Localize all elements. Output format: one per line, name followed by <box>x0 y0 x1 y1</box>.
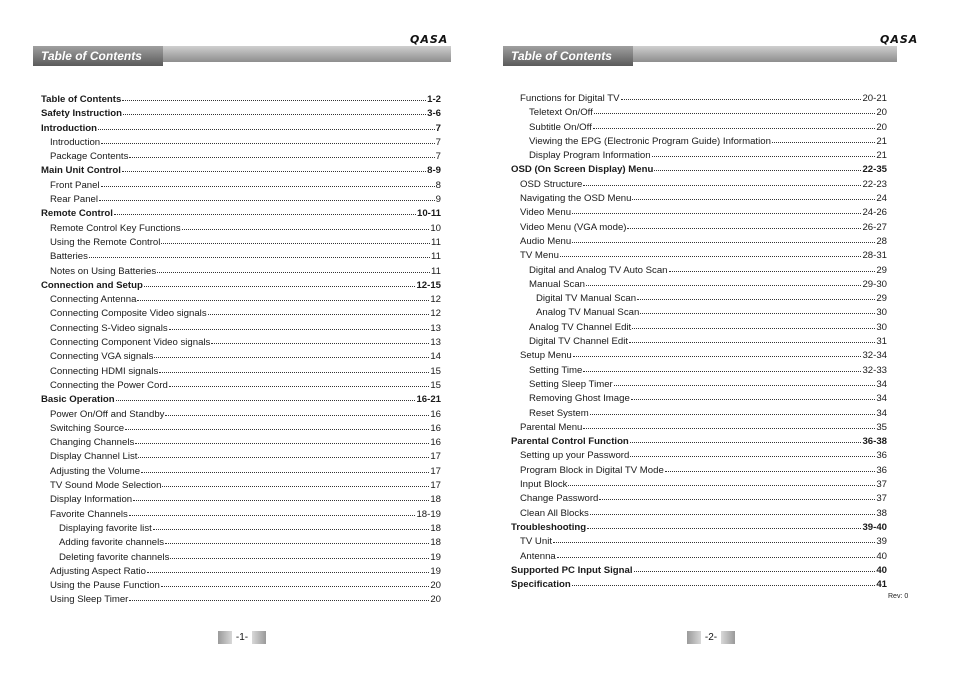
toc-entry <box>41 493 441 507</box>
toc-entry-title: Using Sleep Timer <box>50 594 129 606</box>
dot-leader <box>122 93 426 101</box>
toc-entry <box>511 507 887 521</box>
dot-leader <box>637 292 875 300</box>
toc-entry-title: Batteries <box>50 251 88 263</box>
dot-leader <box>153 522 430 530</box>
dot-leader <box>599 492 875 500</box>
toc-entry-title: Table of Contents <box>41 94 122 105</box>
dot-leader <box>99 193 435 201</box>
toc-entry <box>41 593 441 607</box>
toc-entry-title: Switching Source <box>50 422 125 434</box>
toc-entry <box>511 364 887 378</box>
dot-leader <box>135 436 429 444</box>
toc-entry <box>511 407 887 421</box>
toc-entry-title: Connecting Composite Video signals <box>50 308 207 320</box>
toc-entry <box>511 335 887 349</box>
toc-entry <box>41 465 441 479</box>
toc-entry-title: Setting Sleep Timer <box>529 378 613 390</box>
toc-entry-title: Changing Channels <box>50 437 135 449</box>
toc-entry-page: 12 <box>430 308 441 320</box>
toc-entry <box>511 221 887 235</box>
toc-entry-page: 36 <box>876 464 887 476</box>
toc-entry-page: 20-21 <box>862 93 887 104</box>
toc-entry-title: Setting Time <box>529 364 583 376</box>
toc-entry-page: 1-2 <box>427 94 441 105</box>
dot-leader <box>129 593 429 601</box>
toc-entry-title: Manual Scan <box>529 278 585 290</box>
toc-entry-page: 32-34 <box>862 350 887 362</box>
dot-leader <box>654 163 861 171</box>
dot-leader <box>630 435 862 443</box>
toc-entry-title: Analog TV Manual Scan <box>536 307 640 319</box>
toc-entry <box>41 322 441 336</box>
toc-entry <box>511 106 887 120</box>
dot-leader <box>170 551 429 559</box>
toc-entry-title: TV Unit <box>520 536 552 548</box>
toc-entry-page: 14 <box>430 351 441 363</box>
toc-entry-title: Remote Control Key Functions <box>50 222 181 234</box>
toc-entry <box>41 365 441 379</box>
toc-entry-page: 20 <box>430 580 441 592</box>
toc-entry-page: 37 <box>876 479 887 491</box>
toc-entry-title: TV Sound Mode Selection <box>50 480 162 492</box>
toc-entry-title: Clean All Blocks <box>520 507 589 519</box>
toc-entry-page: 16 <box>430 422 441 434</box>
toc-entry-page: 13 <box>430 322 441 334</box>
toc-entry-page: 10-11 <box>416 208 441 220</box>
toc-entry <box>41 436 441 450</box>
toc-entry-page: 10 <box>430 222 441 234</box>
toc-entry <box>41 250 441 264</box>
toc-entry <box>41 422 441 436</box>
dot-leader <box>162 479 429 487</box>
dot-leader <box>144 279 416 287</box>
toc-entry-page: 29 <box>876 264 887 276</box>
toc-entry-page: 30 <box>876 307 887 319</box>
toc-entry-page: 34 <box>876 407 887 419</box>
toc-entry-title: Using the Pause Function <box>50 580 160 592</box>
toc-entry <box>41 522 441 536</box>
dot-leader <box>125 422 429 430</box>
toc-entry-page: 36-38 <box>862 436 887 448</box>
brand-logo: QASA <box>880 33 919 46</box>
toc-entry-title: Analog TV Channel Edit <box>529 321 632 333</box>
toc-entry-title: Remote Control <box>41 208 113 220</box>
toc-entry-title: Power On/Off and Standby <box>50 408 165 420</box>
toc-entry <box>511 478 887 492</box>
toc-entry <box>511 464 887 478</box>
dot-leader <box>630 449 875 457</box>
toc-list <box>511 92 887 592</box>
toc-entry-page: 16 <box>430 437 441 449</box>
toc-entry-page: 28 <box>876 235 887 247</box>
toc-entry-title: Viewing the EPG (Electronic Program Guide) Information <box>529 135 771 147</box>
dot-leader <box>133 493 429 501</box>
dot-leader <box>572 206 861 214</box>
toc-entry-page: 30 <box>876 321 887 333</box>
dot-leader <box>89 250 430 258</box>
toc-entry-page: 39 <box>876 536 887 548</box>
toc-entry-title: Input Block <box>520 479 568 491</box>
toc-entry-page: 35 <box>876 421 887 433</box>
toc-entry-title: Adjusting the Volume <box>50 465 141 477</box>
toc-entry-title: Main Unit Control <box>41 165 121 177</box>
toc-entry-page: 15 <box>430 365 441 377</box>
toc-entry-page: 40 <box>876 564 887 576</box>
toc-entry-title: Notes on Using Batteries <box>50 265 157 277</box>
toc-entry-title: Setting up your Password <box>520 450 630 462</box>
toc-entry <box>41 450 441 464</box>
dot-leader <box>101 136 435 144</box>
toc-entry-title: Connecting S-Video signals <box>50 322 168 334</box>
toc-entry-title: Introduction <box>50 136 101 148</box>
toc-entry <box>511 535 887 549</box>
toc-entry-page: 3-6 <box>427 108 441 120</box>
toc-entry <box>41 236 441 250</box>
toc-entry-page: 17 <box>430 451 441 463</box>
toc-entry-title: Package Contents <box>50 151 129 163</box>
toc-entry-page: 29 <box>876 293 887 305</box>
toc-entry-title: Video Menu (VGA mode) <box>520 221 627 233</box>
dot-leader <box>772 135 875 143</box>
toc-entry <box>511 564 887 578</box>
toc-entry <box>41 336 441 350</box>
toc-entry-page: 39-40 <box>862 521 887 533</box>
toc-entry-title: Troubleshooting <box>511 521 587 533</box>
toc-entry-page: 18 <box>430 537 441 549</box>
toc-entry-title: Digital TV Channel Edit <box>529 336 629 348</box>
dot-leader <box>652 149 876 157</box>
toc-entry-title: Safety Instruction <box>41 108 123 120</box>
toc-entry <box>41 107 441 121</box>
toc-entry-title: Adding favorite channels <box>59 537 165 549</box>
toc-entry-title: OSD (On Screen Display) Menu <box>511 164 654 176</box>
dot-leader <box>572 235 875 243</box>
dot-leader <box>583 178 861 186</box>
dot-leader <box>98 122 435 130</box>
toc-entry <box>41 565 441 579</box>
toc-entry-page: 17 <box>430 465 441 477</box>
page-number: -1- <box>218 631 266 644</box>
dot-leader <box>614 378 876 386</box>
toc-entry-page: 24 <box>876 193 887 205</box>
dot-leader <box>594 106 876 114</box>
dot-leader <box>583 421 875 429</box>
toc-entry <box>511 135 887 149</box>
revision-label: Rev: 0 <box>888 593 909 600</box>
toc-entry <box>41 307 441 321</box>
toc-entry <box>41 379 441 393</box>
toc-entry-title: Digital TV Manual Scan <box>536 293 637 305</box>
dot-leader <box>557 550 876 558</box>
toc-entry-title: Connecting Component Video signals <box>50 337 211 349</box>
toc-entry-title: Front Panel <box>50 179 100 191</box>
toc-entry-title: Audio Menu <box>520 235 572 247</box>
toc-entry <box>511 306 887 320</box>
toc-entry-title: TV Menu <box>520 250 559 262</box>
dot-leader <box>169 379 429 387</box>
toc-entry-title: Teletext On/Off <box>529 107 593 119</box>
toc-entry <box>41 164 441 178</box>
toc-entry-page: 13 <box>430 337 441 349</box>
toc-entry-page: 36 <box>876 450 887 462</box>
toc-entry-page: 11 <box>431 236 441 248</box>
toc-entry <box>41 293 441 307</box>
dot-leader <box>165 536 429 544</box>
toc-entry-page: 20 <box>876 107 887 119</box>
toc-entry-title: Displaying favorite list <box>59 522 152 534</box>
toc-entry-page: 20 <box>430 594 441 606</box>
toc-entry <box>511 121 887 135</box>
dot-leader <box>101 179 435 187</box>
toc-entry-page: 19 <box>430 551 441 563</box>
toc-entry-title: Rear Panel <box>50 194 98 206</box>
toc-entry-title: Video Menu <box>520 207 572 219</box>
toc-entry-page: 28-31 <box>862 250 887 262</box>
toc-entry-page: 18-19 <box>416 508 441 520</box>
brand-logo: QASA <box>410 33 449 46</box>
toc-entry-title: Basic Operation <box>41 394 115 406</box>
dot-leader <box>629 335 875 343</box>
toc-entry-title: Using the Remote Control <box>50 236 161 248</box>
dot-leader <box>129 150 434 158</box>
toc-entry-title: Display Information <box>50 494 133 506</box>
toc-entry <box>511 449 887 463</box>
dot-leader <box>165 408 429 416</box>
toc-entry <box>41 536 441 550</box>
toc-entry-page: 8 <box>435 179 441 191</box>
toc-entry-page: 7 <box>435 122 441 134</box>
toc-entry-title: Parental Control Function <box>511 436 629 448</box>
toc-entry <box>511 292 887 306</box>
toc-entry <box>511 349 887 363</box>
toc-entry-page: 34 <box>876 393 887 405</box>
toc-entry-page: 7 <box>435 136 441 148</box>
page-title: Table of Contents <box>33 46 163 66</box>
dot-leader <box>129 508 416 516</box>
toc-entry <box>41 393 441 407</box>
toc-entry <box>41 265 441 279</box>
toc-entry-title: Connecting Antenna <box>50 294 137 306</box>
toc-entry-page: 15 <box>430 379 441 391</box>
toc-entry <box>511 149 887 163</box>
toc-entry-page: 11 <box>431 251 441 263</box>
dot-leader <box>573 349 862 357</box>
dot-leader <box>147 565 429 573</box>
toc-entry-title: Antenna <box>520 550 556 562</box>
toc-entry-page: 26-27 <box>862 221 887 233</box>
toc-entry-title: Connection and Setup <box>41 279 143 291</box>
dot-leader <box>627 221 861 229</box>
dot-leader <box>169 322 430 330</box>
toc-entry <box>511 421 887 435</box>
toc-entry-page: 22-35 <box>862 164 887 176</box>
dot-leader <box>568 478 875 486</box>
dot-leader <box>211 336 429 344</box>
toc-entry <box>511 521 887 535</box>
dot-leader <box>137 293 429 301</box>
toc-entry-title: Digital and Analog TV Auto Scan <box>529 264 668 276</box>
toc-entry-page: 21 <box>876 135 887 147</box>
toc-entry <box>41 222 441 236</box>
dot-leader <box>161 236 430 244</box>
toc-entry-page: 9 <box>435 194 441 206</box>
toc-entry-page: 31 <box>876 336 887 348</box>
right-page <box>477 0 954 678</box>
toc-entry-page: 41 <box>876 579 887 591</box>
dot-leader <box>154 350 429 358</box>
dot-leader <box>114 207 416 215</box>
dot-leader <box>632 192 875 200</box>
toc-entry-title: Connecting HDMI signals <box>50 365 159 377</box>
toc-entry-title: Reset System <box>529 407 589 419</box>
toc-entry-title: Navigating the OSD Menu <box>520 193 632 205</box>
dot-leader <box>669 264 876 272</box>
toc-entry-page: 21 <box>876 150 887 162</box>
page-title: Table of Contents <box>503 46 633 66</box>
toc-entry <box>41 207 441 221</box>
toc-entry-title: Change Password <box>520 493 599 505</box>
toc-entry-page: 19 <box>430 565 441 577</box>
toc-entry-title: Connecting VGA signals <box>50 351 154 363</box>
toc-entry-title: Connecting the Power Cord <box>50 379 168 391</box>
toc-entry <box>41 350 441 364</box>
dot-leader <box>590 507 876 515</box>
toc-entry <box>41 408 441 422</box>
toc-entry-page: 8-9 <box>427 165 441 177</box>
toc-entry <box>41 551 441 565</box>
toc-entry <box>511 178 887 192</box>
toc-entry-page: 20 <box>876 121 887 133</box>
toc-entry <box>41 579 441 593</box>
toc-entry-title: Favorite Channels <box>50 508 128 520</box>
page-number: -2- <box>687 631 735 644</box>
toc-entry <box>511 550 887 564</box>
toc-entry-title: Adjusting Aspect Ratio <box>50 565 146 577</box>
dot-leader <box>159 365 429 373</box>
dot-leader <box>590 407 876 415</box>
toc-entry <box>511 235 887 249</box>
toc-entry <box>511 492 887 506</box>
toc-entry-page: 22-23 <box>862 178 887 190</box>
toc-entry-title: Specification <box>511 579 571 591</box>
dot-leader <box>122 164 426 172</box>
dot-leader <box>553 535 875 543</box>
toc-entry-page: 16-21 <box>416 394 441 406</box>
dot-leader <box>116 393 416 401</box>
toc-entry <box>511 163 887 177</box>
toc-entry-page: 17 <box>430 480 441 492</box>
toc-entry-page: 11 <box>431 265 441 277</box>
toc-entry-title: Functions for Digital TV <box>520 93 620 104</box>
toc-entry-title: Program Block in Digital TV Mode <box>520 464 664 476</box>
dot-leader <box>665 464 876 472</box>
toc-entry <box>511 264 887 278</box>
toc-entry <box>511 392 887 406</box>
toc-list <box>41 93 441 608</box>
toc-entry-title: Parental Menu <box>520 421 583 433</box>
toc-entry-page: 34 <box>876 378 887 390</box>
dot-leader <box>560 249 862 257</box>
toc-entry <box>511 378 887 392</box>
toc-entry-title: Supported PC Input Signal <box>511 564 633 576</box>
toc-entry-title: Introduction <box>41 122 97 134</box>
toc-entry <box>41 150 441 164</box>
toc-entry <box>41 193 441 207</box>
toc-entry-page: 32-33 <box>862 364 887 376</box>
toc-entry <box>511 435 887 449</box>
toc-entry <box>511 249 887 263</box>
toc-entry <box>41 136 441 150</box>
toc-entry <box>511 321 887 335</box>
toc-entry-page: 18 <box>430 522 441 534</box>
dot-leader <box>586 278 861 286</box>
toc-entry-page: 18 <box>430 494 441 506</box>
dot-leader <box>182 222 430 230</box>
toc-entry-page: 24-26 <box>862 207 887 219</box>
toc-entry-title: Deleting favorite channels <box>59 551 170 563</box>
toc-entry-page: 29-30 <box>862 278 887 290</box>
dot-leader <box>141 465 429 473</box>
dot-leader <box>583 364 861 372</box>
toc-entry <box>41 479 441 493</box>
toc-entry <box>41 279 441 293</box>
dot-leader <box>593 121 876 129</box>
toc-entry-page: 12-15 <box>416 279 441 291</box>
toc-entry <box>41 122 441 136</box>
dot-leader <box>631 392 876 400</box>
toc-entry-title: OSD Structure <box>520 178 583 190</box>
toc-entry <box>511 278 887 292</box>
dot-leader <box>123 107 426 115</box>
toc-entry-title: Display Program Information <box>529 150 651 162</box>
dot-leader <box>161 579 429 587</box>
dot-leader <box>157 265 430 273</box>
toc-entry-page: 12 <box>430 294 441 306</box>
toc-entry <box>511 92 887 106</box>
toc-entry-page: 16 <box>430 408 441 420</box>
toc-entry-page: 37 <box>876 493 887 505</box>
dot-leader <box>632 321 875 329</box>
dot-leader <box>138 450 429 458</box>
dot-leader <box>572 578 876 586</box>
dot-leader <box>634 564 876 572</box>
toc-entry <box>511 192 887 206</box>
dot-leader <box>208 307 430 315</box>
dot-leader <box>640 306 875 314</box>
toc-entry <box>41 179 441 193</box>
toc-entry <box>511 206 887 220</box>
toc-entry <box>41 508 441 522</box>
toc-entry-title: Display Channel List <box>50 451 138 463</box>
toc-entry-page: 38 <box>876 507 887 519</box>
toc-entry <box>41 93 441 107</box>
dot-leader <box>587 521 861 529</box>
toc-entry-page: 7 <box>435 151 441 163</box>
dot-leader <box>621 92 862 100</box>
toc-entry-title: Setup Menu <box>520 350 572 362</box>
toc-entry-page: 40 <box>876 550 887 562</box>
toc-entry-title: Subtitle On/Off <box>529 121 592 133</box>
toc-entry-title: Removing Ghost Image <box>529 393 630 405</box>
toc-entry <box>511 578 887 592</box>
